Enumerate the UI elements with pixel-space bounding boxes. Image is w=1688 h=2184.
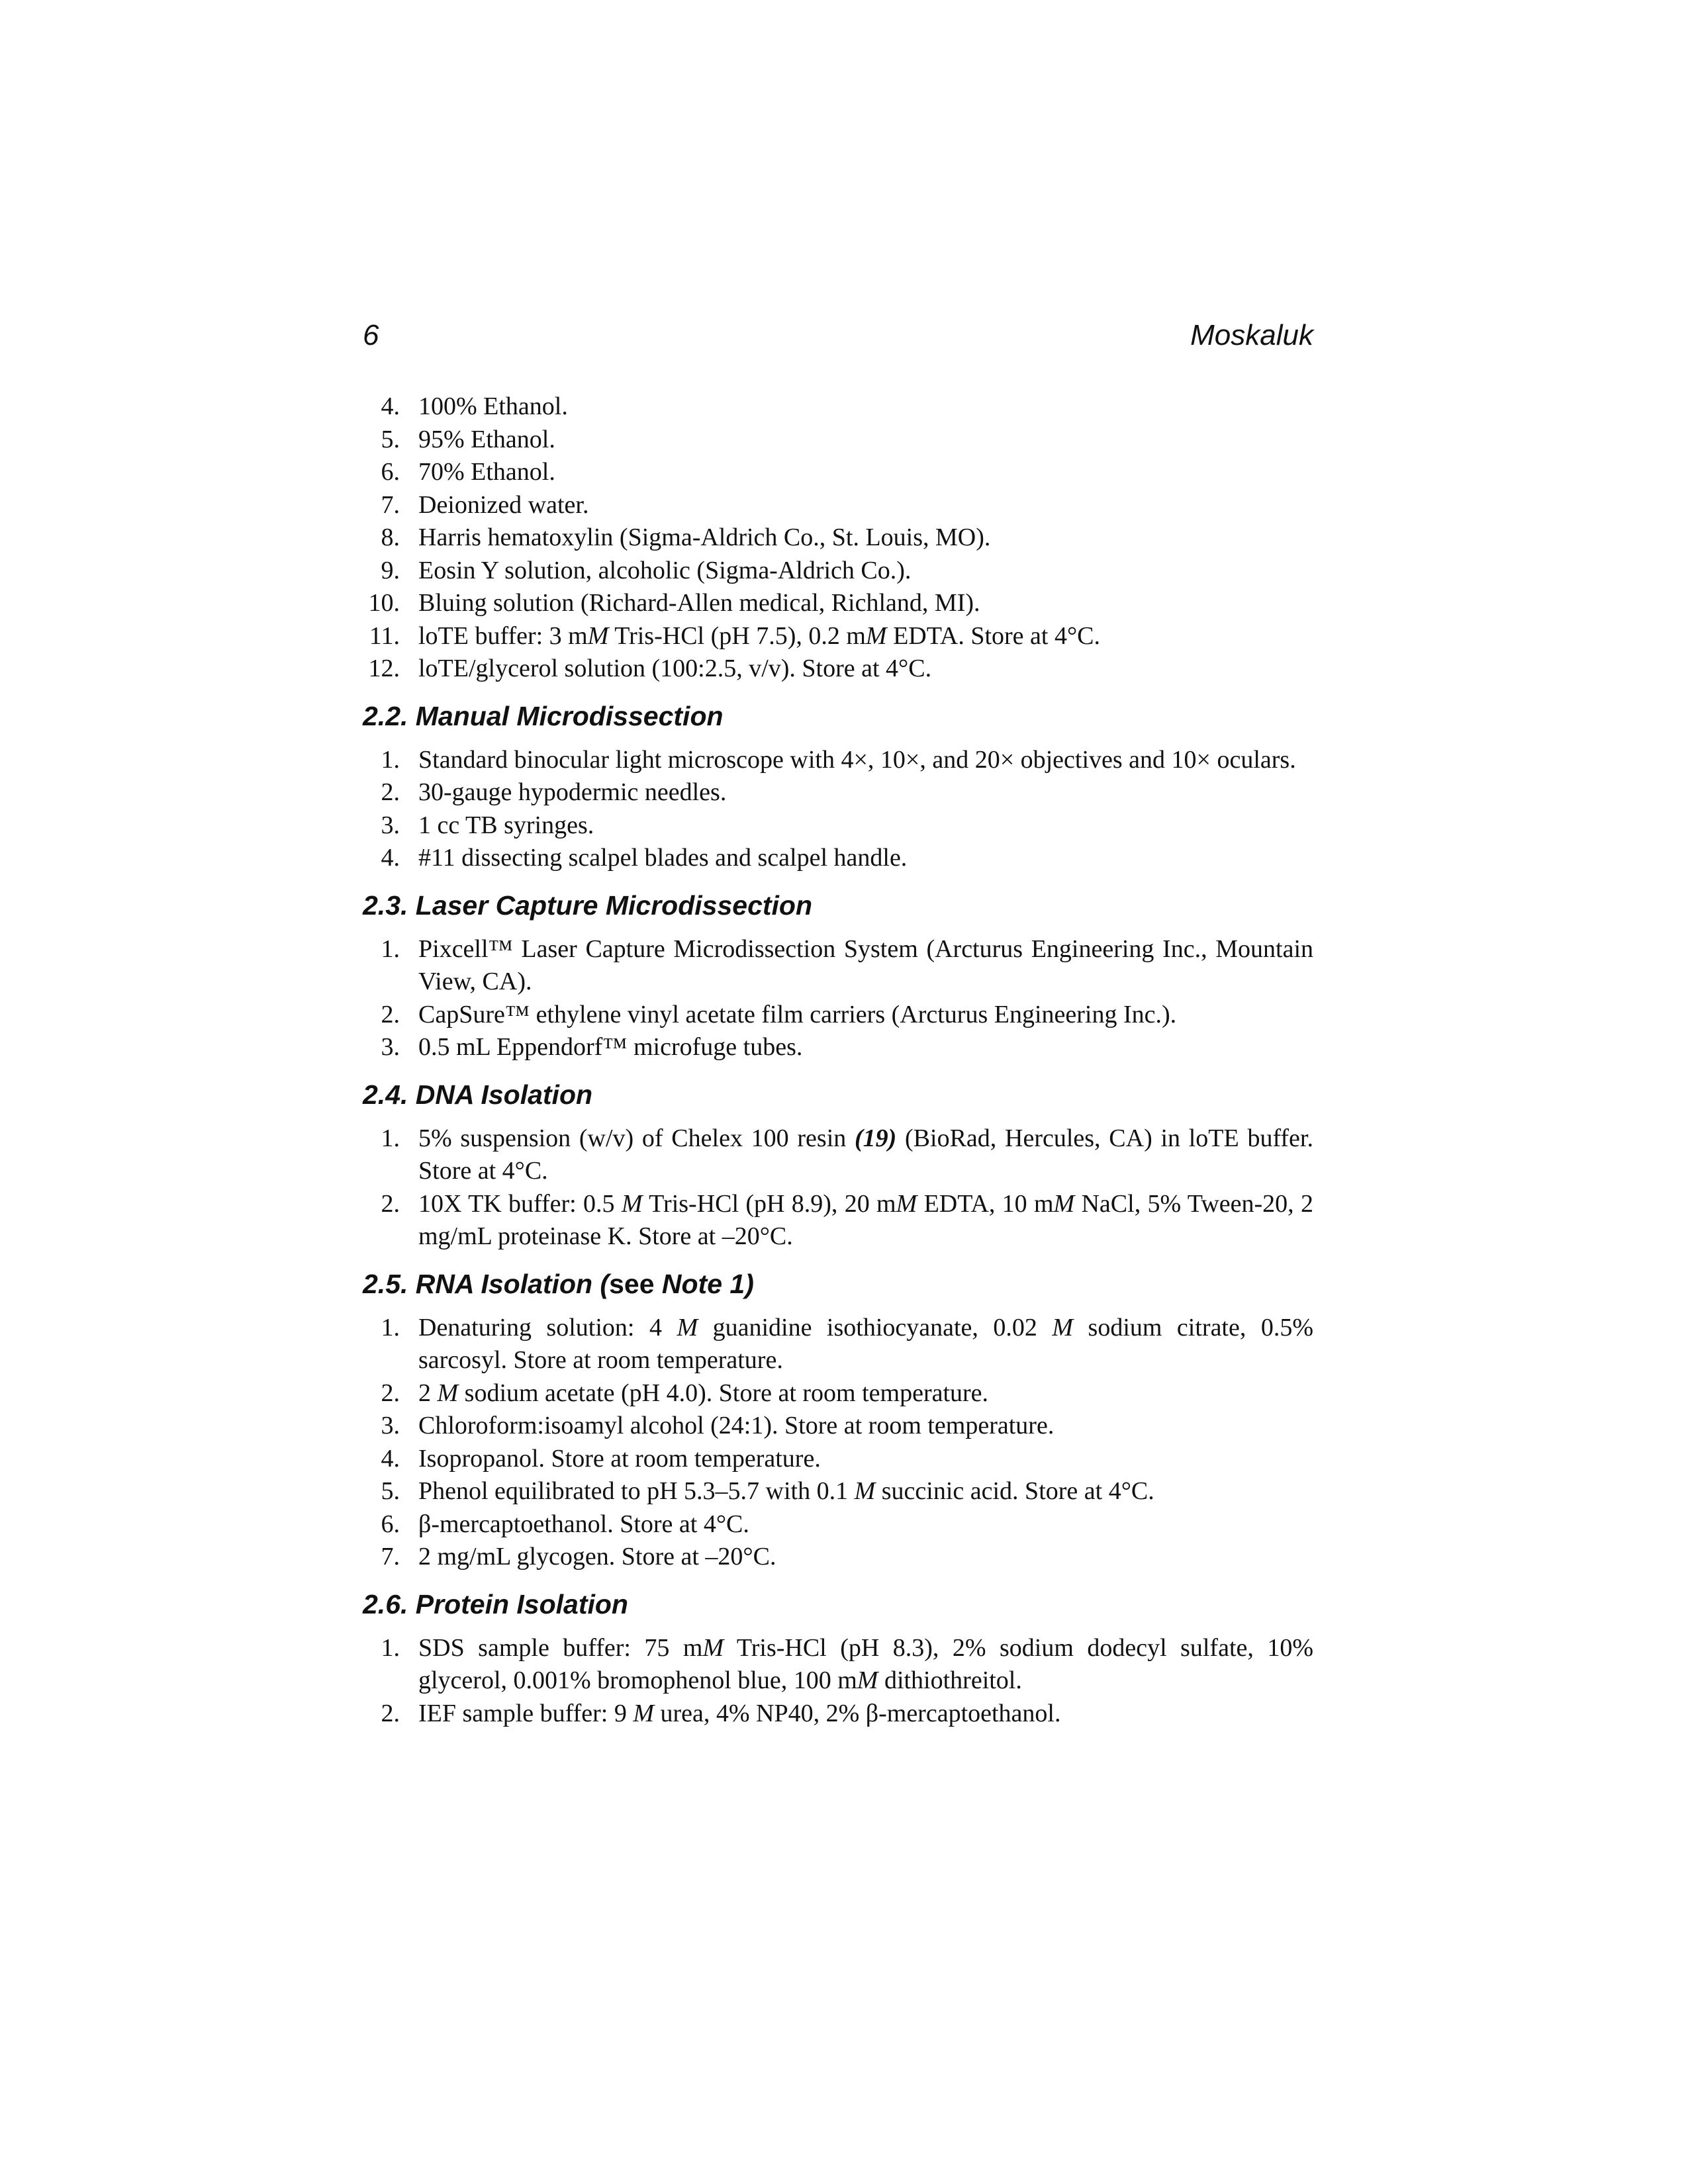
list-item: 1. 5% suspension (w/v) of Chelex 100 resin (19) (BioRad, Hercules, CA) in loTE buffer. Store at 4°C. <box>381 1124 1313 1185</box>
rna-isolation-list <box>363 1312 1313 1574</box>
protein-isolation-list <box>363 1632 1313 1731</box>
list-item: 6. 70% Ethanol. <box>381 458 555 486</box>
list-item: 7. Deionized water. <box>381 490 589 519</box>
list-item: 1. Denaturing solution: 4 M guanidine isothiocyanate, 0.02 M sodium citrate, 0.5% sarcosyl. Store at room temperature. <box>381 1313 1313 1374</box>
page-number: 6 <box>363 319 379 351</box>
list-item: 2. CapSure™ ethylene vinyl acetate film carriers (Arcturus Engineering Inc.). <box>381 1000 1177 1028</box>
list-item: 9. Eosin Y solution, alcoholic (Sigma-Aldrich Co.). <box>381 556 912 584</box>
list-item: 2. 2 M sodium acetate (pH 4.0). Store at room temperature. <box>381 1379 989 1407</box>
list-item: 5. 95% Ethanol. <box>381 425 555 453</box>
list-item: 3. 1 cc TB syringes. <box>381 811 594 839</box>
section-heading-laser-capture: 2.3. Laser Capture Microdissection <box>363 889 813 921</box>
list-item: 6. β-mercaptoethanol. Store at 4°C. <box>381 1510 749 1538</box>
list-item: 7. 2 mg/mL glycogen. Store at –20°C. <box>381 1543 776 1570</box>
list-item: 2. 30-gauge hypodermic needles. <box>381 778 727 806</box>
list-item: 4. 100% Ethanol. <box>381 392 568 420</box>
list-item: 1. Standard binocular light microscope with 4×, 10×, and 20× objectives and 10× oculars. <box>381 745 1296 774</box>
list-item: 3. Chloroform:isoamyl alcohol (24:1). Store at room temperature. <box>381 1412 1055 1439</box>
list-item: 2. 10X TK buffer: 0.5 M Tris-HCl (pH 8.9), 20 mM EDTA, 10 mM NaCl, 5% Tween-20, 2 mg/mL proteinase K. Store at –20°C. <box>381 1189 1313 1250</box>
section-heading-manual-microdissection: 2.2. Manual Microdissection <box>363 700 724 731</box>
list-item: 11. loTE buffer: 3 mM Tris-HCl (pH 7.5), 0.2 mM EDTA. Store at 4°C. <box>369 621 1101 650</box>
list-item: 12. loTE/glycerol solution (100:2.5, v/v). Store at 4°C. <box>368 655 932 682</box>
list-item: 4. Isopropanol. Store at room temperature. <box>381 1444 821 1473</box>
list-item: 1. Pixcell™ Laser Capture Microdissection System (Arcturus Engineering Inc., Mountain View, CA). <box>381 934 1313 995</box>
section-heading-rna-isolation: 2.5. RNA Isolation (see Note 1) <box>363 1268 754 1299</box>
running-author: Moskaluk <box>1190 319 1313 351</box>
list-item: 8. Harris hematoxylin (Sigma-Aldrich Co., St. Louis, MO). <box>381 523 991 551</box>
section-heading-dna-isolation: 2.4. DNA Isolation <box>363 1079 593 1110</box>
dna-isolation-list <box>363 1122 1313 1253</box>
list-item: 5. Phenol equilibrated to pH 5.3–5.7 with 0.1 M succinic acid. Store at 4°C. <box>381 1477 1154 1505</box>
laser-capture-list <box>363 933 1313 1064</box>
list-item: 10. Bluing solution (Richard-Allen medical, Richland, MI). <box>368 589 980 617</box>
section-heading-protein-isolation: 2.6. Protein Isolation <box>363 1588 628 1619</box>
list-item: 2. IEF sample buffer: 9 M urea, 4% NP40, 2% β-mercaptoethanol. <box>381 1699 1061 1727</box>
running-header <box>363 319 1313 365</box>
list-item: 3. 0.5 mL Eppendorf™ microfuge tubes. <box>381 1033 803 1061</box>
list-item: 1. SDS sample buffer: 75 mM Tris-HCl (pH 8.3), 2% sodium dodecyl sulfate, 10% glycerol, 0.001% bromophenol blue, 100 mM dithiothreitol. <box>381 1633 1313 1694</box>
manual-microdissection-list <box>363 744 1313 875</box>
list-item: 4. #11 dissecting scalpel blades and scalpel handle. <box>381 844 908 872</box>
materials-list-continued <box>363 390 1313 686</box>
page-body <box>363 390 1313 1730</box>
